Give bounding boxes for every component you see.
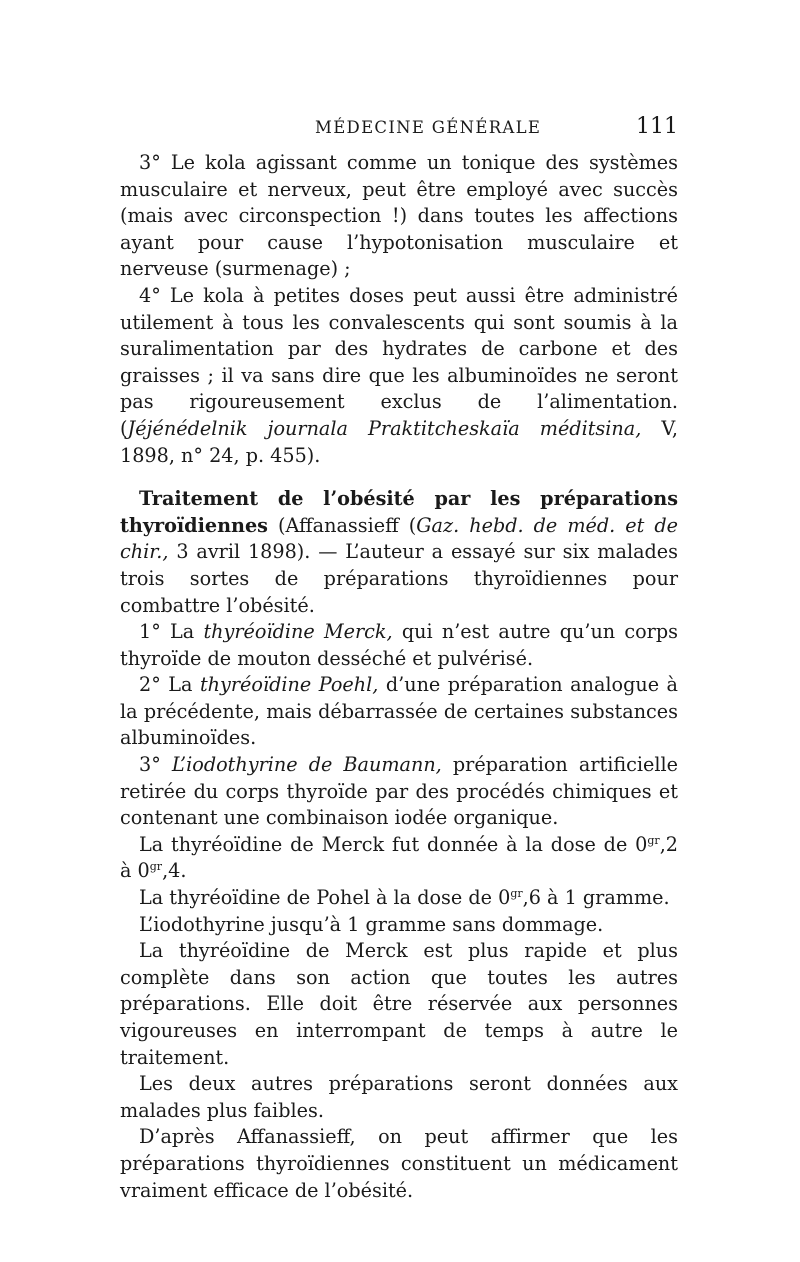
article-intro: Traitement de l’obésité par les préparations thyroïdiennes (Affanassieff (Gaz. hebd. de méd. et de chir., 3 avril 1898). — L’auteur a essayé sur six malades trois sortes de préparations thyroïdiennes pour combattre l’obésité. [120, 487, 679, 617]
paragraph-item-4: 4° Le kola à petites doses peut aussi être administré utilement à tous les convalescents qui sont soumis à la suralimentation par des hydrates de carbone et des graisses ; il va sans dire que les albuminoïdes ne seront pas rigoureusement exclus de l’alimentation. (Jéjénédelnik journala Praktitcheskaïa méditsina, V, 1898, n° 24, p. 455). [120, 283, 679, 467]
preparation-3: 3° L’iodothyrine de Baumann, préparation artificielle retirée du corps thyroïde par des procédés chimiques et contenant une combinaison iodée organique. [120, 753, 678, 830]
paragraph-item-3: 3° Le kola agissant comme un tonique des systèmes musculaire et nerveux, peut être employé avec succès (mais avec circonspection !) dans toutes les affections ayant pour cause l’hypotonisation musculaire et nerveuse (surmenage) ; [120, 151, 678, 281]
page-number: 111 [636, 114, 678, 139]
article-title: Traitement de l’obésité par les préparations thyroïdiennes [120, 487, 678, 537]
article-source: Gaz. hebd. de méd. et de chir., [120, 513, 679, 564]
page-header [120, 114, 678, 144]
dose-pohel: La thyréoïdine de Pohel à la dose de $0^{gr},6$ à 1 gramme. [139, 886, 670, 910]
conclusion-paragraph-1: La thyréoïdine de Merck est plus rapide et plus complète dans son action que toutes les autres préparations. Elle doit être réservée aux personnes vigoureuses en interrompant de temps à autre le traitement. [120, 939, 678, 1069]
conclusion-paragraph-3: D’après Affanassieff, on peut affirmer que les préparations thyroïdiennes constituent un médicament vraiment efficace de l’obésité. [120, 1125, 678, 1202]
running-title: MÉDECINE GÉNÉRALE [315, 118, 542, 137]
body-text [120, 150, 678, 1204]
preparation-2: 2° La thyréoïdine Poehl, d’une préparation analogue à la précédente, mais débarrassée de certaines substances albuminoïdes. [120, 673, 678, 750]
preparation-1: 1° La thyréoïdine Merck, qui n’est autre qu’un corps thyroïde de mouton desséché et pulvérisé. [120, 620, 678, 670]
dose-iodothyrine: L’iodothyrine jusqu’à 1 gramme sans dommage. [139, 912, 604, 936]
journal-reference: Jéjénédelnik journala Praktitcheskaïa méditsina, [127, 416, 642, 440]
dose-merck: La thyréoïdine de Merck fut donnée à la dose de $0^{gr},2$ à $0^{gr},4$. [120, 832, 678, 883]
conclusion-paragraph-2: Les deux autres préparations seront données aux malades plus faibles. [120, 1072, 678, 1122]
